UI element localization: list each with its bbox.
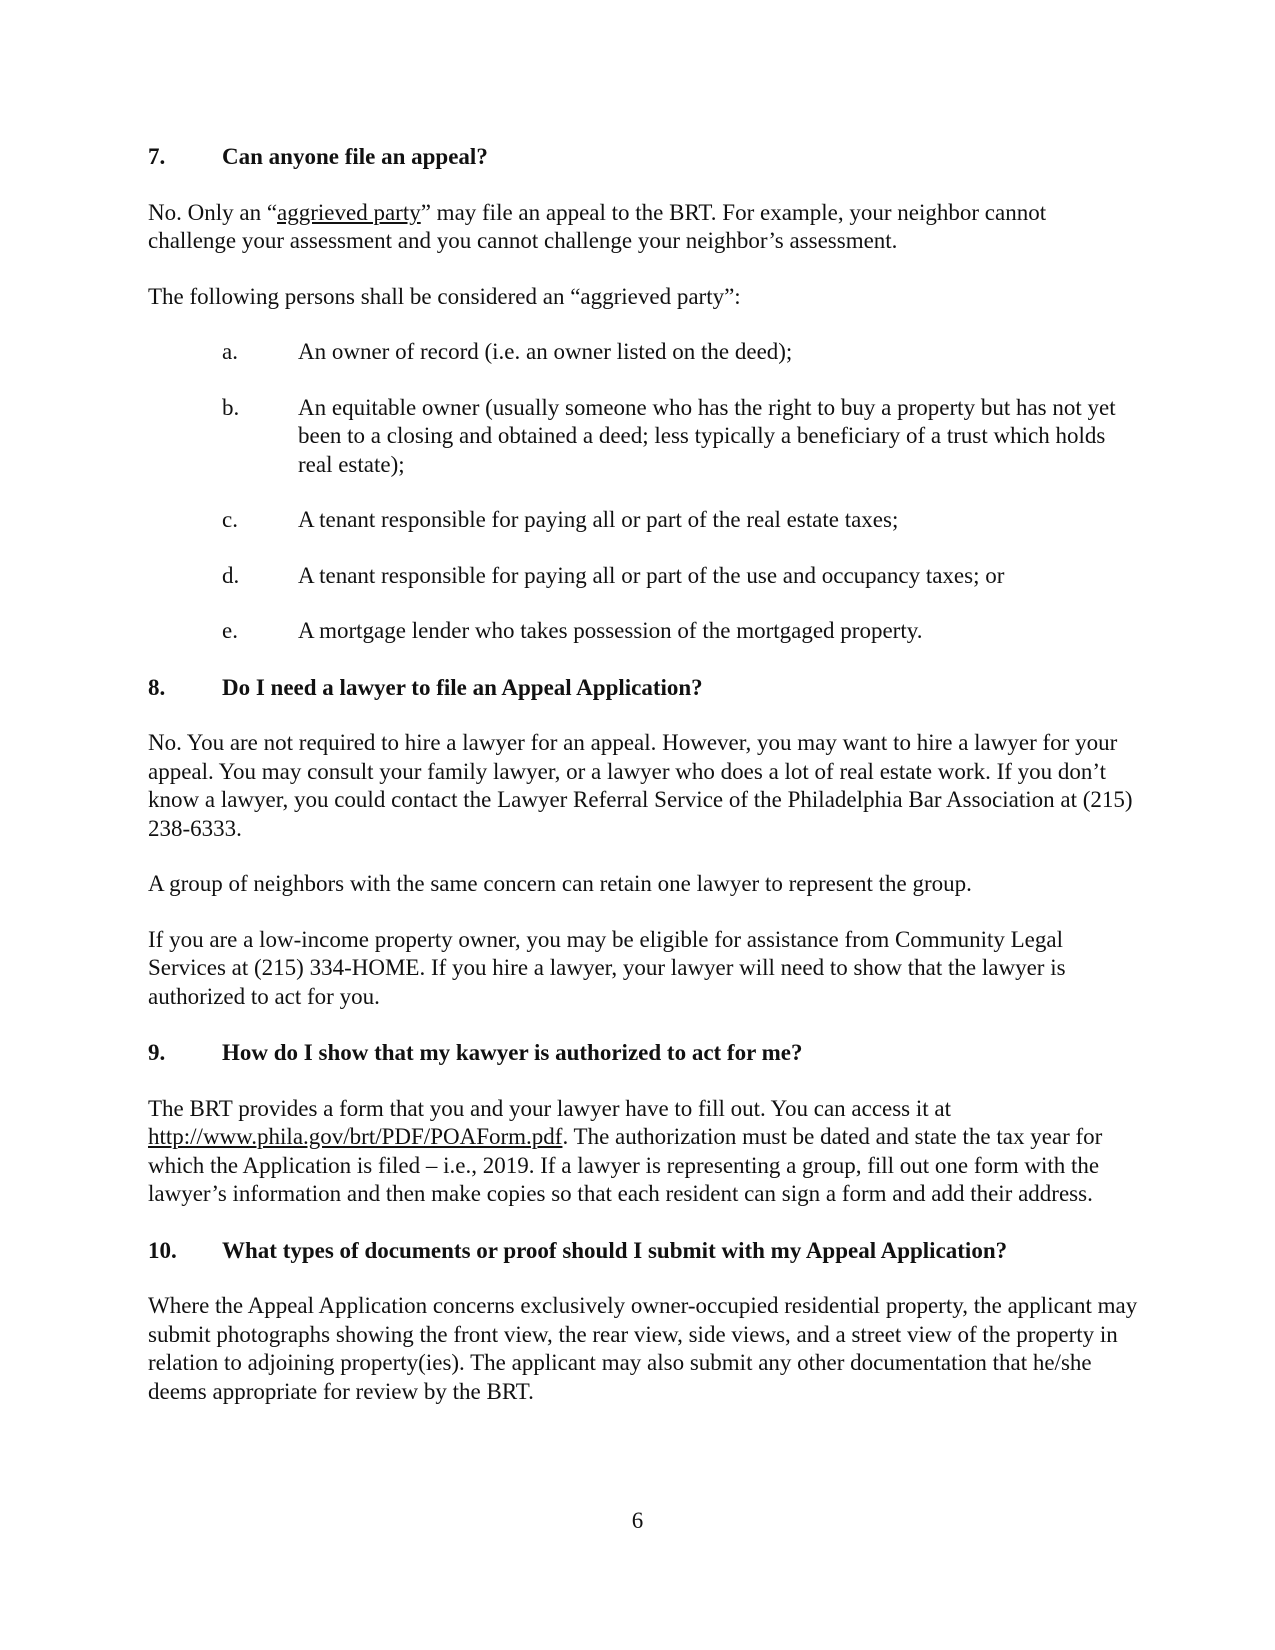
text-run: ” may file an appeal to the BRT. For example, your neighbor cannot challenge your assessment and you cannot challenge your neighbor’s assessment.	[148, 199, 1047, 253]
section-9-paragraph-1	[148, 1095, 1138, 1209]
section-7-heading	[148, 143, 1138, 172]
list-item	[148, 617, 1138, 646]
section-9-heading	[148, 1039, 1138, 1068]
list-letter: e.	[222, 618, 238, 643]
list-letter: a.	[222, 339, 238, 364]
section-10-paragraph-1: Where the Appeal Application concerns exclusively owner-occupied residential property, the applicant may submit photographs showing the front view, the rear view, side views, and a street view of the property in relation to adjoining property(ies). The applicant may also submit any other documentation that he/she deems appropriate for review by the BRT.	[148, 1293, 1138, 1404]
text-run: The BRT provides a form that you and your lawyer have to fill out. You can access it at	[148, 1095, 952, 1121]
page-content	[148, 143, 1138, 1406]
text-run: No. Only an “	[148, 199, 278, 225]
poa-form-link[interactable]: http://www.phila.gov/brt/PDF/POAForm.pdf	[148, 1124, 563, 1149]
list-letter: d.	[222, 562, 240, 588]
section-number: 10.	[148, 1237, 177, 1263]
section-number: 8.	[148, 674, 166, 700]
section-title: What types of documents or proof should I submit with my Appeal Application?	[222, 1237, 1008, 1263]
section-8-paragraph-3: If you are a low-income property owner, you may be eligible for assistance from Community Legal Services at (215) 334-HOME. If you hire a lawyer, your lawyer will need to show that the lawyer is authorized to act for you.	[148, 926, 1066, 1009]
section-number: 7.	[148, 144, 166, 169]
section-7-paragraph-1	[148, 199, 1138, 256]
section-title: Do I need a lawyer to file an Appeal Application?	[222, 674, 703, 700]
list-text: An owner of record (i.e. an owner listed on the deed);	[298, 339, 793, 364]
list-letter: b.	[222, 394, 240, 420]
list-item	[148, 562, 1138, 591]
section-title: How do I show that my kawyer is authorized to act for me?	[222, 1040, 803, 1065]
aggrieved-party-term: aggrieved party	[277, 199, 421, 225]
section-8-paragraph-1: No. You are not required to hire a lawyer for an appeal. However, you may want to hire a lawyer for your appeal. You may consult your family lawyer, or a lawyer who does a lot of real estate work. If you don’t know a lawyer, you could contact the Lawyer Referral Service of the Philadelphia Bar Association at (215) 238-6333.	[148, 730, 1133, 841]
list-text: A tenant responsible for paying all or part of the use and occupancy taxes; or	[298, 562, 1005, 588]
page-number: 6	[631, 1508, 644, 1533]
section-7-paragraph-2: The following persons shall be considered an “aggrieved party”:	[148, 283, 741, 309]
list-text: An equitable owner (usually someone who has the right to buy a property but has not yet been to a closing and obtained a deed; less typically a beneficiary of a trust which holds real estate);	[298, 394, 1116, 477]
section-10-heading	[148, 1237, 1138, 1266]
list-text: A mortgage lender who takes possession of the mortgaged property.	[298, 618, 923, 643]
section-8-heading	[148, 674, 1138, 703]
list-item	[148, 394, 1138, 480]
section-title: Can anyone file an appeal?	[222, 144, 488, 169]
list-item	[148, 506, 1138, 535]
list-letter: c.	[222, 507, 238, 532]
list-text: A tenant responsible for paying all or part of the real estate taxes;	[298, 507, 899, 532]
section-number: 9.	[148, 1040, 166, 1065]
section-8-paragraph-2: A group of neighbors with the same concern can retain one lawyer to represent the group.	[148, 871, 972, 896]
text-run: . The authorization must be dated and state the tax year for which the Application is filed – i.e., 2019. If a lawyer is representing a group, fill out one form with the lawyer’s information and then make copies so that each resident can sign a form and add their address.	[148, 1124, 1103, 1206]
list-item	[148, 338, 1138, 367]
